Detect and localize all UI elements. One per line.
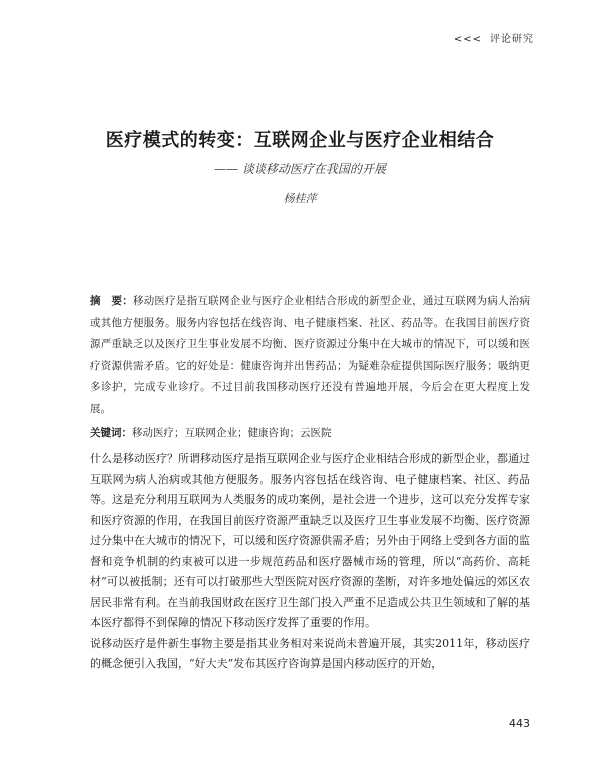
abstract-text: 移动医疗是指互联网企业与医疗企业相结合形成的新型企业，通过互联网为病人治病或其他方便服务。服务内容包括在线咨询、电子健康档案、社区、药品等。在我国目前医疗资源严重缺乏以及医疗卫生事业发展不均衡、医疗资源过分集中在大城市的情况下，可以缓和医疗资源供需矛盾。它的好处是：健康咨询并出售药品；为疑难杂症提供国际医疗服务；吸纳更多诊护，完成专业诊疗。不过目前我国移动医疗还没有普遍地开展，今后会在更大程度上发展。 xyxy=(90,295,531,415)
paragraph: 什么是移动医疗？所谓移动医疗是指互联网企业与医疗企业相结合形成的新型企业，都通过互联网为病人治病或其他方便服务。服务内容包括在线咨询、电子健康档案、社区、药品等。这是充分利用互联网为人类服务的成功案例，是社会进一个进步，这可以充分发挥专家和医疗资源的作用，在我国目前医疗资源严重缺乏以及医疗卫生事业发展不均衡、医疗资源过分集中在大城市的情况下，可以缓和医疗资源供需矛盾；另外由于网络上受到各方面的监督和竞争机制的约束被可以进一步规范药品和医疗器械市场的管理，所以“高药价、高耗材”可以被抵制；还有可以打破那些大型医院对医疗资源的垄断，对许多地处偏远的郊区农居民非常有利。在当前我国财政在医疗卫生部门投入严重不足造成公共卫生领域和了解的基本医疗都得不到保障的情况下移动医疗发挥了重要的作用。 xyxy=(90,452,530,629)
chevron-left-icon: <<< xyxy=(453,34,482,45)
keywords-text: 移动医疗；互联网企业；健康咨询；云医院 xyxy=(132,427,332,439)
article-title: 医疗模式的转变：互联网企业与医疗企业相结合 xyxy=(105,130,495,151)
abstract-label: 摘 要： xyxy=(90,295,133,307)
keywords-label: 关键词： xyxy=(90,427,132,439)
body-text xyxy=(90,449,530,675)
paragraph: 说移动医疗是件新生事物主要是指其业务相对来说尚未普遍开展，其实2011年，移动医疗的概念便引入我国，“好大夫”发布其医疗咨询算是国内移动医疗的开始， xyxy=(90,636,530,670)
article-subtitle: —— 谈谈移动医疗在我国的开展 xyxy=(214,162,386,176)
section-header xyxy=(454,30,534,45)
keywords xyxy=(90,424,530,442)
page-number: 443 xyxy=(509,717,530,730)
abstract xyxy=(90,291,530,420)
section-label: 评论研究 xyxy=(490,34,534,45)
author-name: 杨桂萍 xyxy=(283,192,317,205)
